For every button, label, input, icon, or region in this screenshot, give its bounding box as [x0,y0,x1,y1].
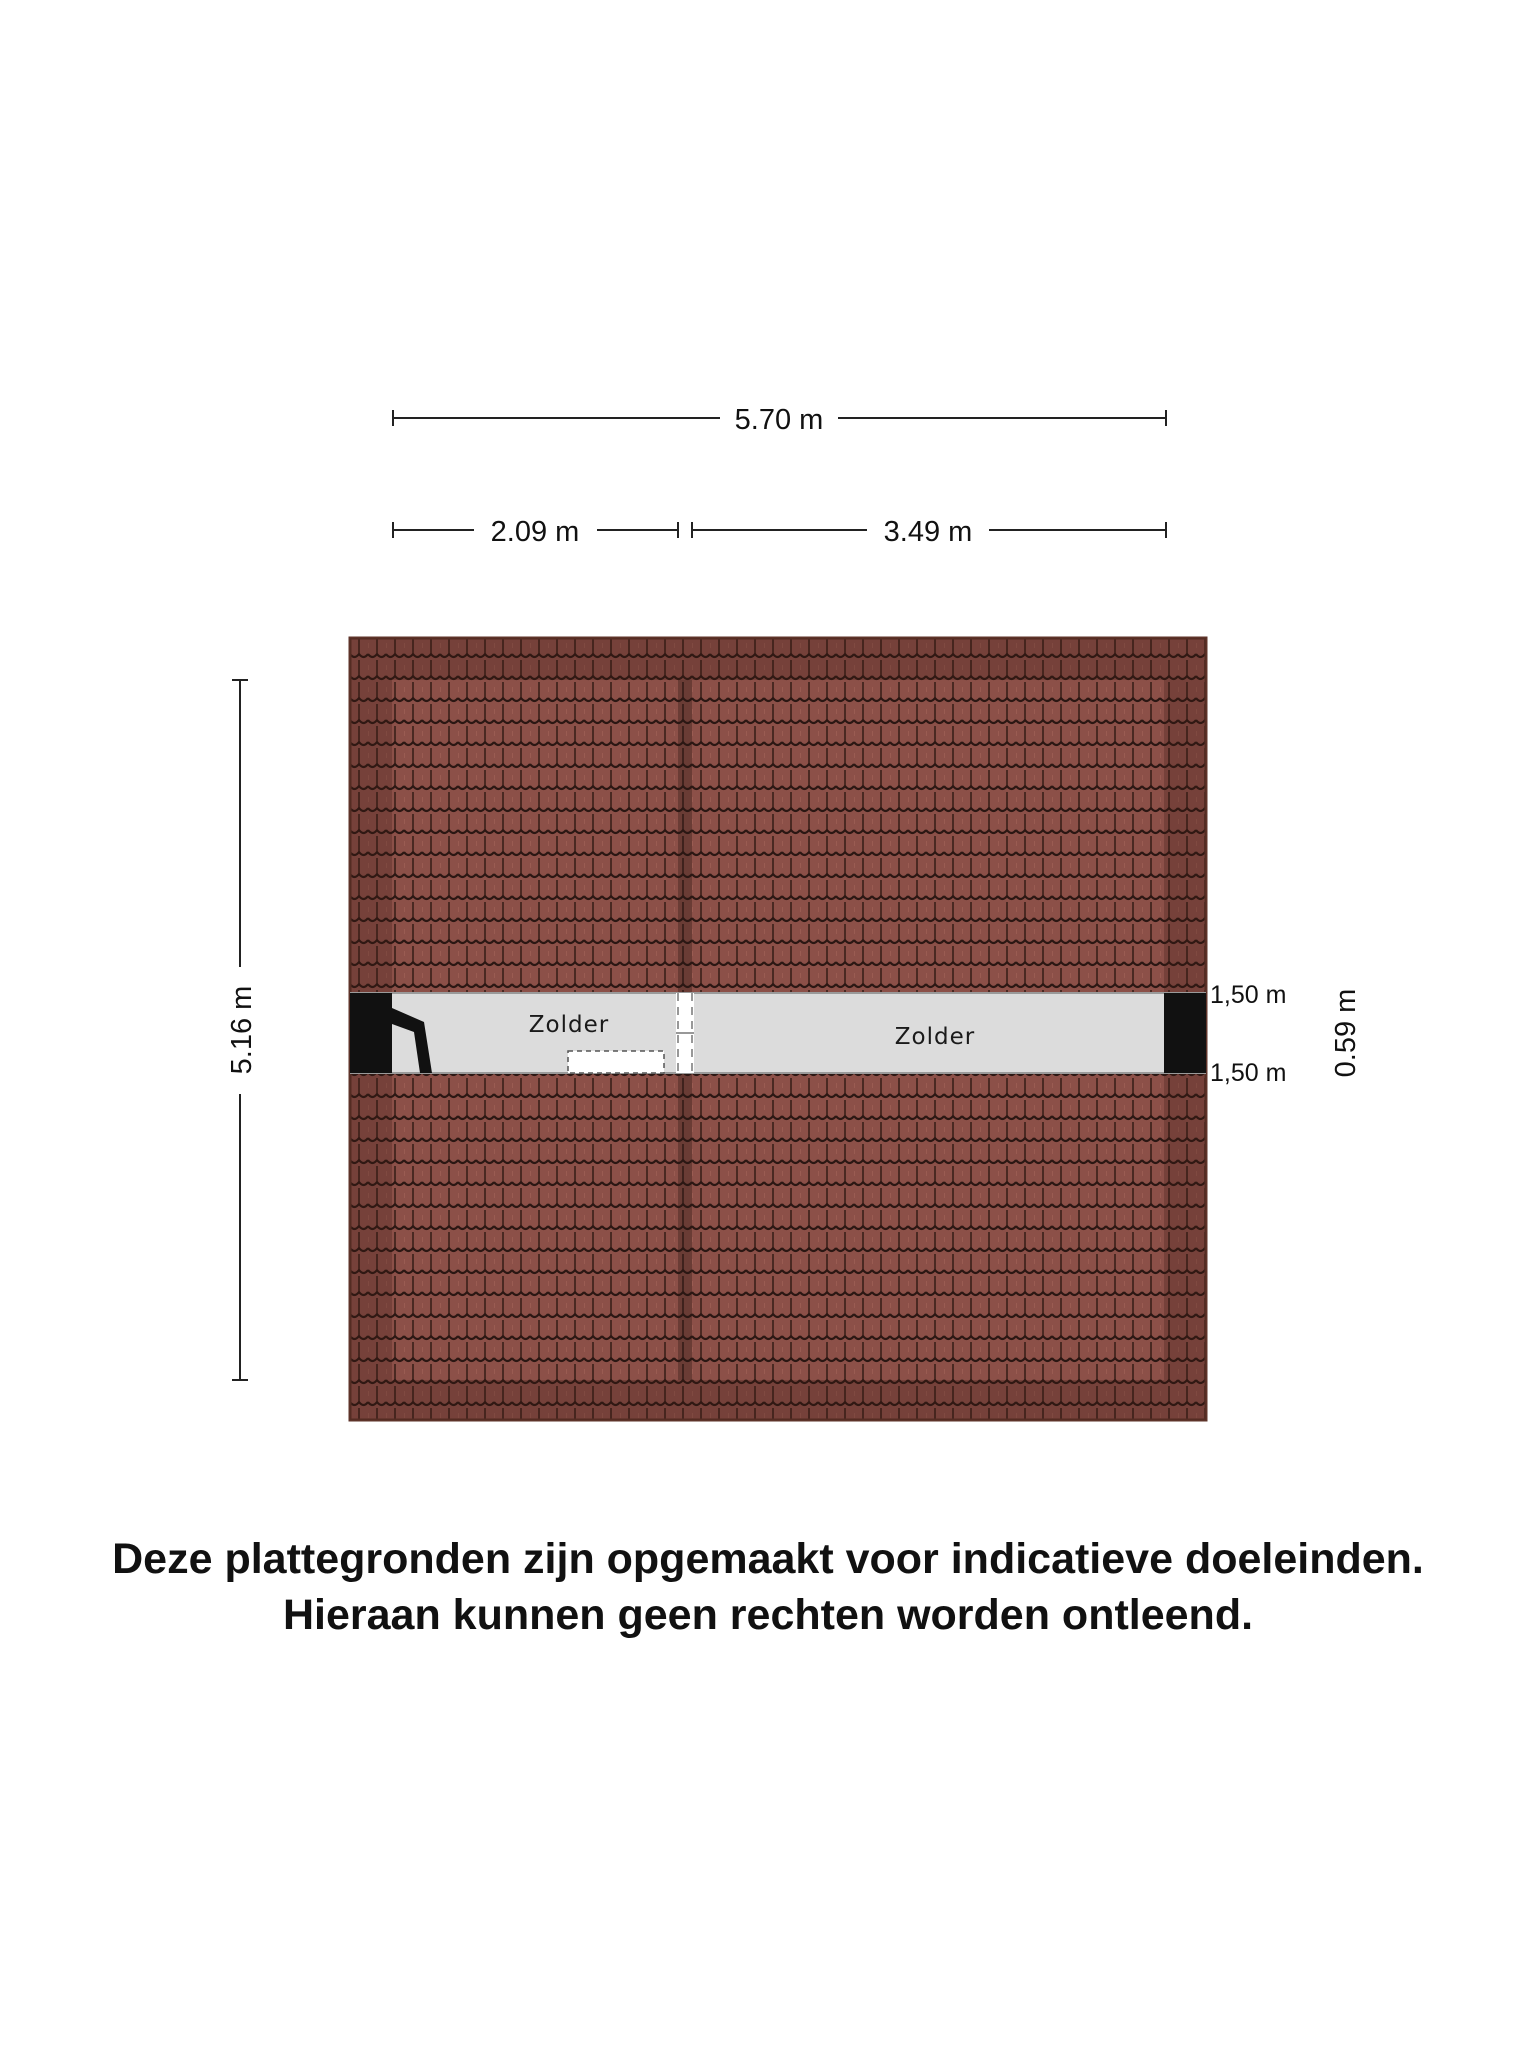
partition-doorway [676,993,694,1073]
dimension-left-width [393,516,678,548]
height-bottom-label: 1,50 m [1210,1059,1287,1087]
total-width-label: 5.70 m [734,404,824,436]
disclaimer-line-2: Hieraan kunnen geen rechten worden ontleend. [282,1591,1254,1639]
dimension-total-width [393,404,1166,436]
height-top-label: 1,50 m [1210,981,1287,1009]
room-label-left: Zolder [528,1012,610,1038]
left-width-label: 2.09 m [490,516,580,548]
disclaimer-line-1: Deze plattegronden zijn opgemaakt voor indicatieve doeleinden. [112,1535,1424,1583]
attic-hatch [568,1051,664,1073]
dimension-depth [226,680,258,1380]
depth-label: 5.16 m [226,985,258,1075]
room-label-right: Zolder [894,1024,976,1050]
right-width-label: 3.49 m [883,516,973,548]
dimension-right-width [692,516,1166,548]
attic-floor [350,993,1206,1073]
opening-height-label: 0.59 m [1330,988,1362,1078]
right-gable-wall [1164,993,1206,1073]
